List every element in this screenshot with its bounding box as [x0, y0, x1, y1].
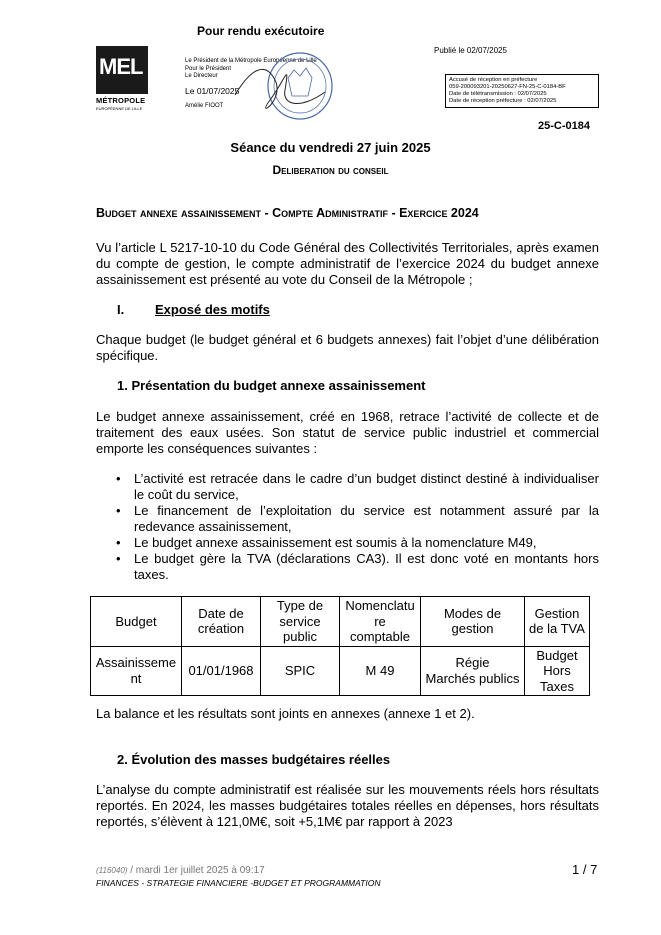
subsection-heading-1: 1. Présentation du budget annexe assainissement — [117, 378, 426, 393]
table-cell: Régie Marchés publics — [421, 646, 525, 696]
deliberation-reference: 25-C-0184 — [538, 120, 590, 132]
page-number: 1 / 7 — [572, 862, 598, 877]
deliberation-heading: Deliberation du conseil — [272, 163, 389, 177]
subsection-paragraph-1: Le budget annexe assainissement, créé en 1968, retrace l’activité de collecte et de traitement des eaux usées. Son statut de service public industriel et commercial emporte les conséquences suivantes : — [96, 409, 599, 456]
table-cell: Budget Hors Taxes — [525, 646, 590, 696]
signature-seal-graphic — [230, 50, 340, 125]
prefecture-stamp — [445, 74, 599, 108]
stamp-line: Date de réception préfecture : 02/07/2025 — [449, 98, 557, 104]
section-title: Exposé des motifs — [155, 302, 270, 317]
signature-line: Pour le Président — [185, 65, 232, 72]
document-title: Budget annexe assainissement - Compte Administratif - Exercice 2024 — [96, 206, 479, 220]
section-number: I. — [117, 302, 125, 317]
bullet-list — [96, 471, 599, 583]
stamp-line: Date de télétransmission : 02/07/2025 — [449, 91, 547, 97]
table-row — [91, 646, 590, 696]
signature-line: Le Directeur — [185, 73, 218, 79]
table-cell: SPIC — [261, 646, 340, 696]
stamp-line: 059-200093201-20250627-FN-25-C-0184-BF — [449, 84, 566, 90]
published-date: Publié le 02/07/2025 — [434, 46, 507, 55]
logo-metropole: MÉTROPOLE — [96, 96, 146, 105]
signature-date: Le 01/07/2025 — [185, 86, 240, 96]
signature-name: Amélie FIOOT — [185, 103, 224, 109]
list-item: • Le budget annexe assainissement est soumis à la nomenclature M49, — [116, 535, 537, 550]
seance-title: Séance du vendredi 27 juin 2025 — [230, 140, 431, 155]
table-header: Modes de gestion — [421, 597, 525, 647]
section-heading — [117, 302, 270, 317]
logo-text: MEL — [99, 54, 143, 79]
table-header: Budget — [91, 597, 182, 647]
mel-logo — [96, 46, 148, 118]
subsection-paragraph-2: L’analyse du compte administratif est réalisée sur les mouvements réels hors résultats reportés. En 2024, les masses budgétaires totales réelles en dépenses, hors résultats reportés, s’élèvent à 121,0M€, soit +5,1M€ par rapport à 2023 — [96, 782, 599, 829]
footer-meta — [96, 865, 265, 876]
table-cell: 01/01/1968 — [182, 646, 261, 696]
table-header: Type de service public — [261, 597, 340, 647]
footer-department: FINANCES - STRATEGIE FINANCIERE -BUDGET ET PROGRAMMATION — [96, 878, 381, 888]
budget-table — [90, 596, 590, 696]
list-item: • Le financement de l’exploitation du service est notamment assuré par la redevance assainissement, — [116, 503, 599, 534]
footer-date: / mardi 1er juillet 2025 à 09:17 — [127, 865, 265, 876]
list-item: • L’activité est retracée dans le cadre d’un budget distinct destiné à individualiser le coût du service, — [116, 471, 599, 502]
exec-title: Pour rendu exécutoire — [197, 24, 325, 38]
table-header: Date de création — [182, 597, 261, 647]
subsection-heading-2: 2. Évolution des masses budgétaires réelles — [117, 752, 391, 767]
footer-code: (116040) — [96, 866, 128, 875]
signature-line: Le Président de la Métropole Européenne de Lille — [185, 58, 317, 64]
table-cell: Assainisseme nt — [91, 646, 182, 696]
list-item: • Le budget gère la TVA (déclarations CA3). Il est donc voté en montants hors taxes. — [116, 551, 599, 582]
section-paragraph: Chaque budget (le budget général et 6 budgets annexes) fait l’objet d’une délibération spécifique. — [96, 332, 599, 363]
stamp-line: Accusé de réception en préfecture — [449, 77, 538, 83]
balance-paragraph: La balance et les résultats sont joints en annexes (annexe 1 et 2). — [96, 706, 475, 721]
logo-subtitle: EUROPÉENNE DE LILLE — [96, 106, 143, 111]
table-header: Gestion de la TVA — [525, 597, 590, 647]
table-header: Nomenclatu re comptable — [340, 597, 421, 647]
table-header-row — [91, 597, 590, 647]
intro-paragraph: Vu l’article L 5217-10-10 du Code Général des Collectivités Territoriales, après examen du compte de gestion, le compte administratif de l’exercice 2024 du budget annexe assainissement est présenté au vote du Conseil de la Métropole ; — [96, 240, 599, 287]
table-cell: M 49 — [340, 646, 421, 696]
